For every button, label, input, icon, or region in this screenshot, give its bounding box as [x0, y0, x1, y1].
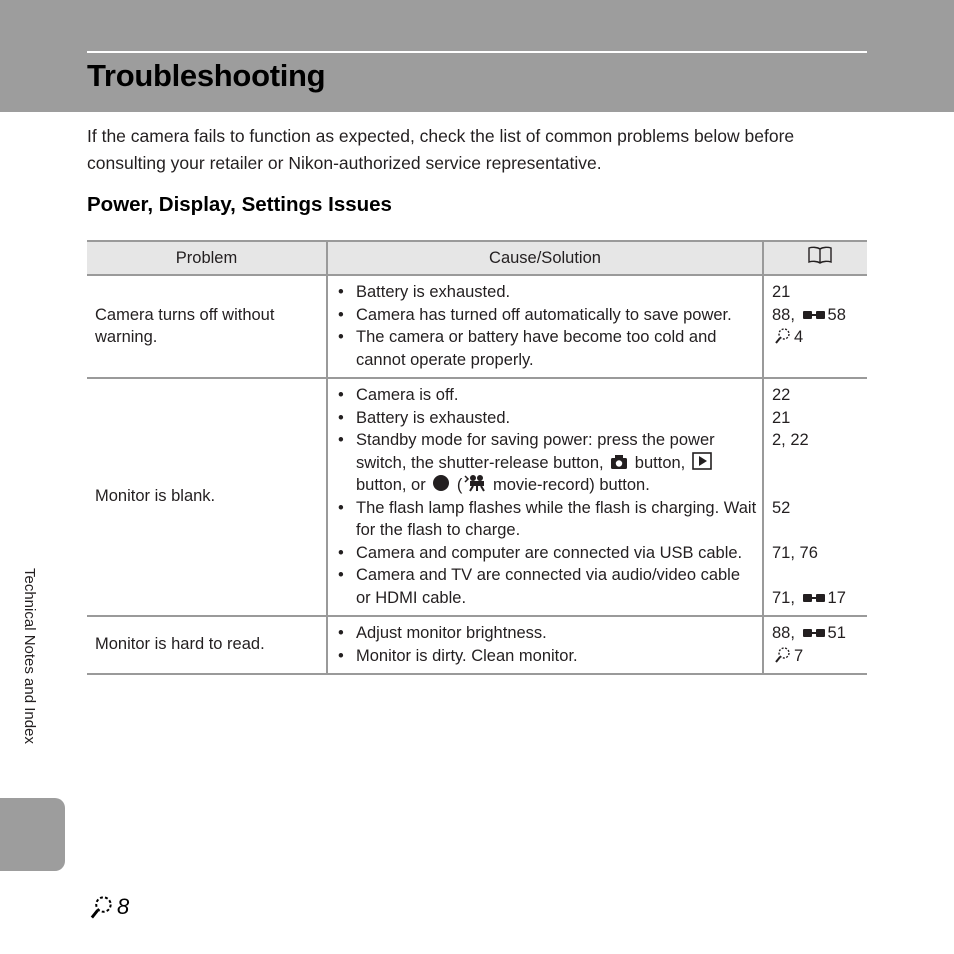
reference-section-icon	[802, 591, 826, 605]
list-item: • Camera and TV are connected via audio/video cable or HDMI cable.	[336, 564, 758, 609]
page-ref: 7	[772, 645, 867, 668]
list-item: • Monitor is dirty. Clean monitor.	[336, 645, 758, 668]
page-number: 8	[87, 893, 129, 920]
problem-cell: Monitor is blank.	[87, 378, 327, 616]
reference-section-icon	[802, 308, 826, 322]
page-ref: 21	[772, 408, 791, 427]
technical-notes-icon	[89, 893, 115, 919]
list-item: • Battery is exhausted.	[336, 407, 758, 430]
troubleshooting-table	[87, 240, 867, 675]
cause-cell	[327, 616, 763, 674]
cause-cell	[327, 378, 763, 616]
camera-shooting-mode-icon	[610, 454, 628, 470]
page-ref: 71, 76	[772, 543, 818, 562]
book-icon	[807, 246, 833, 264]
reference-cell	[763, 275, 867, 378]
page-ref: 88, 51	[772, 624, 846, 642]
column-header-reference	[763, 241, 867, 275]
problem-cell: Monitor is hard to read.	[87, 616, 327, 674]
technical-notes-icon	[774, 326, 792, 344]
playback-icon	[692, 452, 712, 470]
header-rule	[87, 51, 867, 53]
reference-cell	[763, 616, 867, 674]
reference-cell	[763, 378, 867, 616]
page-ref: 88, 58	[772, 305, 846, 324]
column-header-cause: Cause/Solution	[327, 241, 763, 275]
table-header-row	[87, 241, 867, 275]
list-item: • Battery is exhausted.	[336, 281, 758, 304]
header-band	[0, 0, 954, 112]
sidebar-section-label: Technical Notes and Index	[21, 568, 38, 744]
intro-paragraph: If the camera fails to function as expected, check the list of common problems below before consulting your retailer or Nikon-authorized service representative.	[87, 126, 795, 173]
section-heading: Power, Display, Settings Issues	[87, 193, 392, 216]
page-ref: 52	[772, 498, 791, 517]
list-item: • Camera has turned off automatically to save power.	[336, 304, 758, 327]
page-ref: 22	[772, 386, 791, 404]
sidebar-tab	[0, 798, 65, 871]
movie-record-button-icon	[432, 474, 450, 492]
page-ref: 71, 17	[772, 588, 846, 607]
list-item: • Adjust monitor brightness.	[336, 622, 758, 645]
list-item: • The camera or battery have become too cold and cannot operate properly.	[336, 326, 758, 371]
table-row	[87, 378, 867, 616]
list-item: • Standby mode for saving power: press the power switch, the shutter-release button, button, button, or ( movie-record) button.	[336, 429, 758, 497]
movie-camera-icon	[464, 474, 486, 492]
problem-cell: Camera turns off without warning.	[87, 275, 327, 378]
list-item: • The flash lamp flashes while the flash is charging. Wait for the flash to charge.	[336, 497, 758, 542]
reference-section-icon	[802, 626, 826, 640]
column-header-problem: Problem	[87, 241, 327, 275]
page-ref: 4	[772, 326, 867, 349]
technical-notes-icon	[774, 645, 792, 663]
table-row	[87, 616, 867, 674]
table-row	[87, 275, 867, 378]
page-ref: 21	[772, 283, 791, 301]
page-title: Troubleshooting	[87, 58, 326, 93]
list-item: • Camera is off.	[336, 384, 758, 407]
cause-cell	[327, 275, 763, 378]
list-item: • Camera and computer are connected via USB cable.	[336, 542, 758, 565]
page-ref: 2, 22	[772, 431, 809, 449]
